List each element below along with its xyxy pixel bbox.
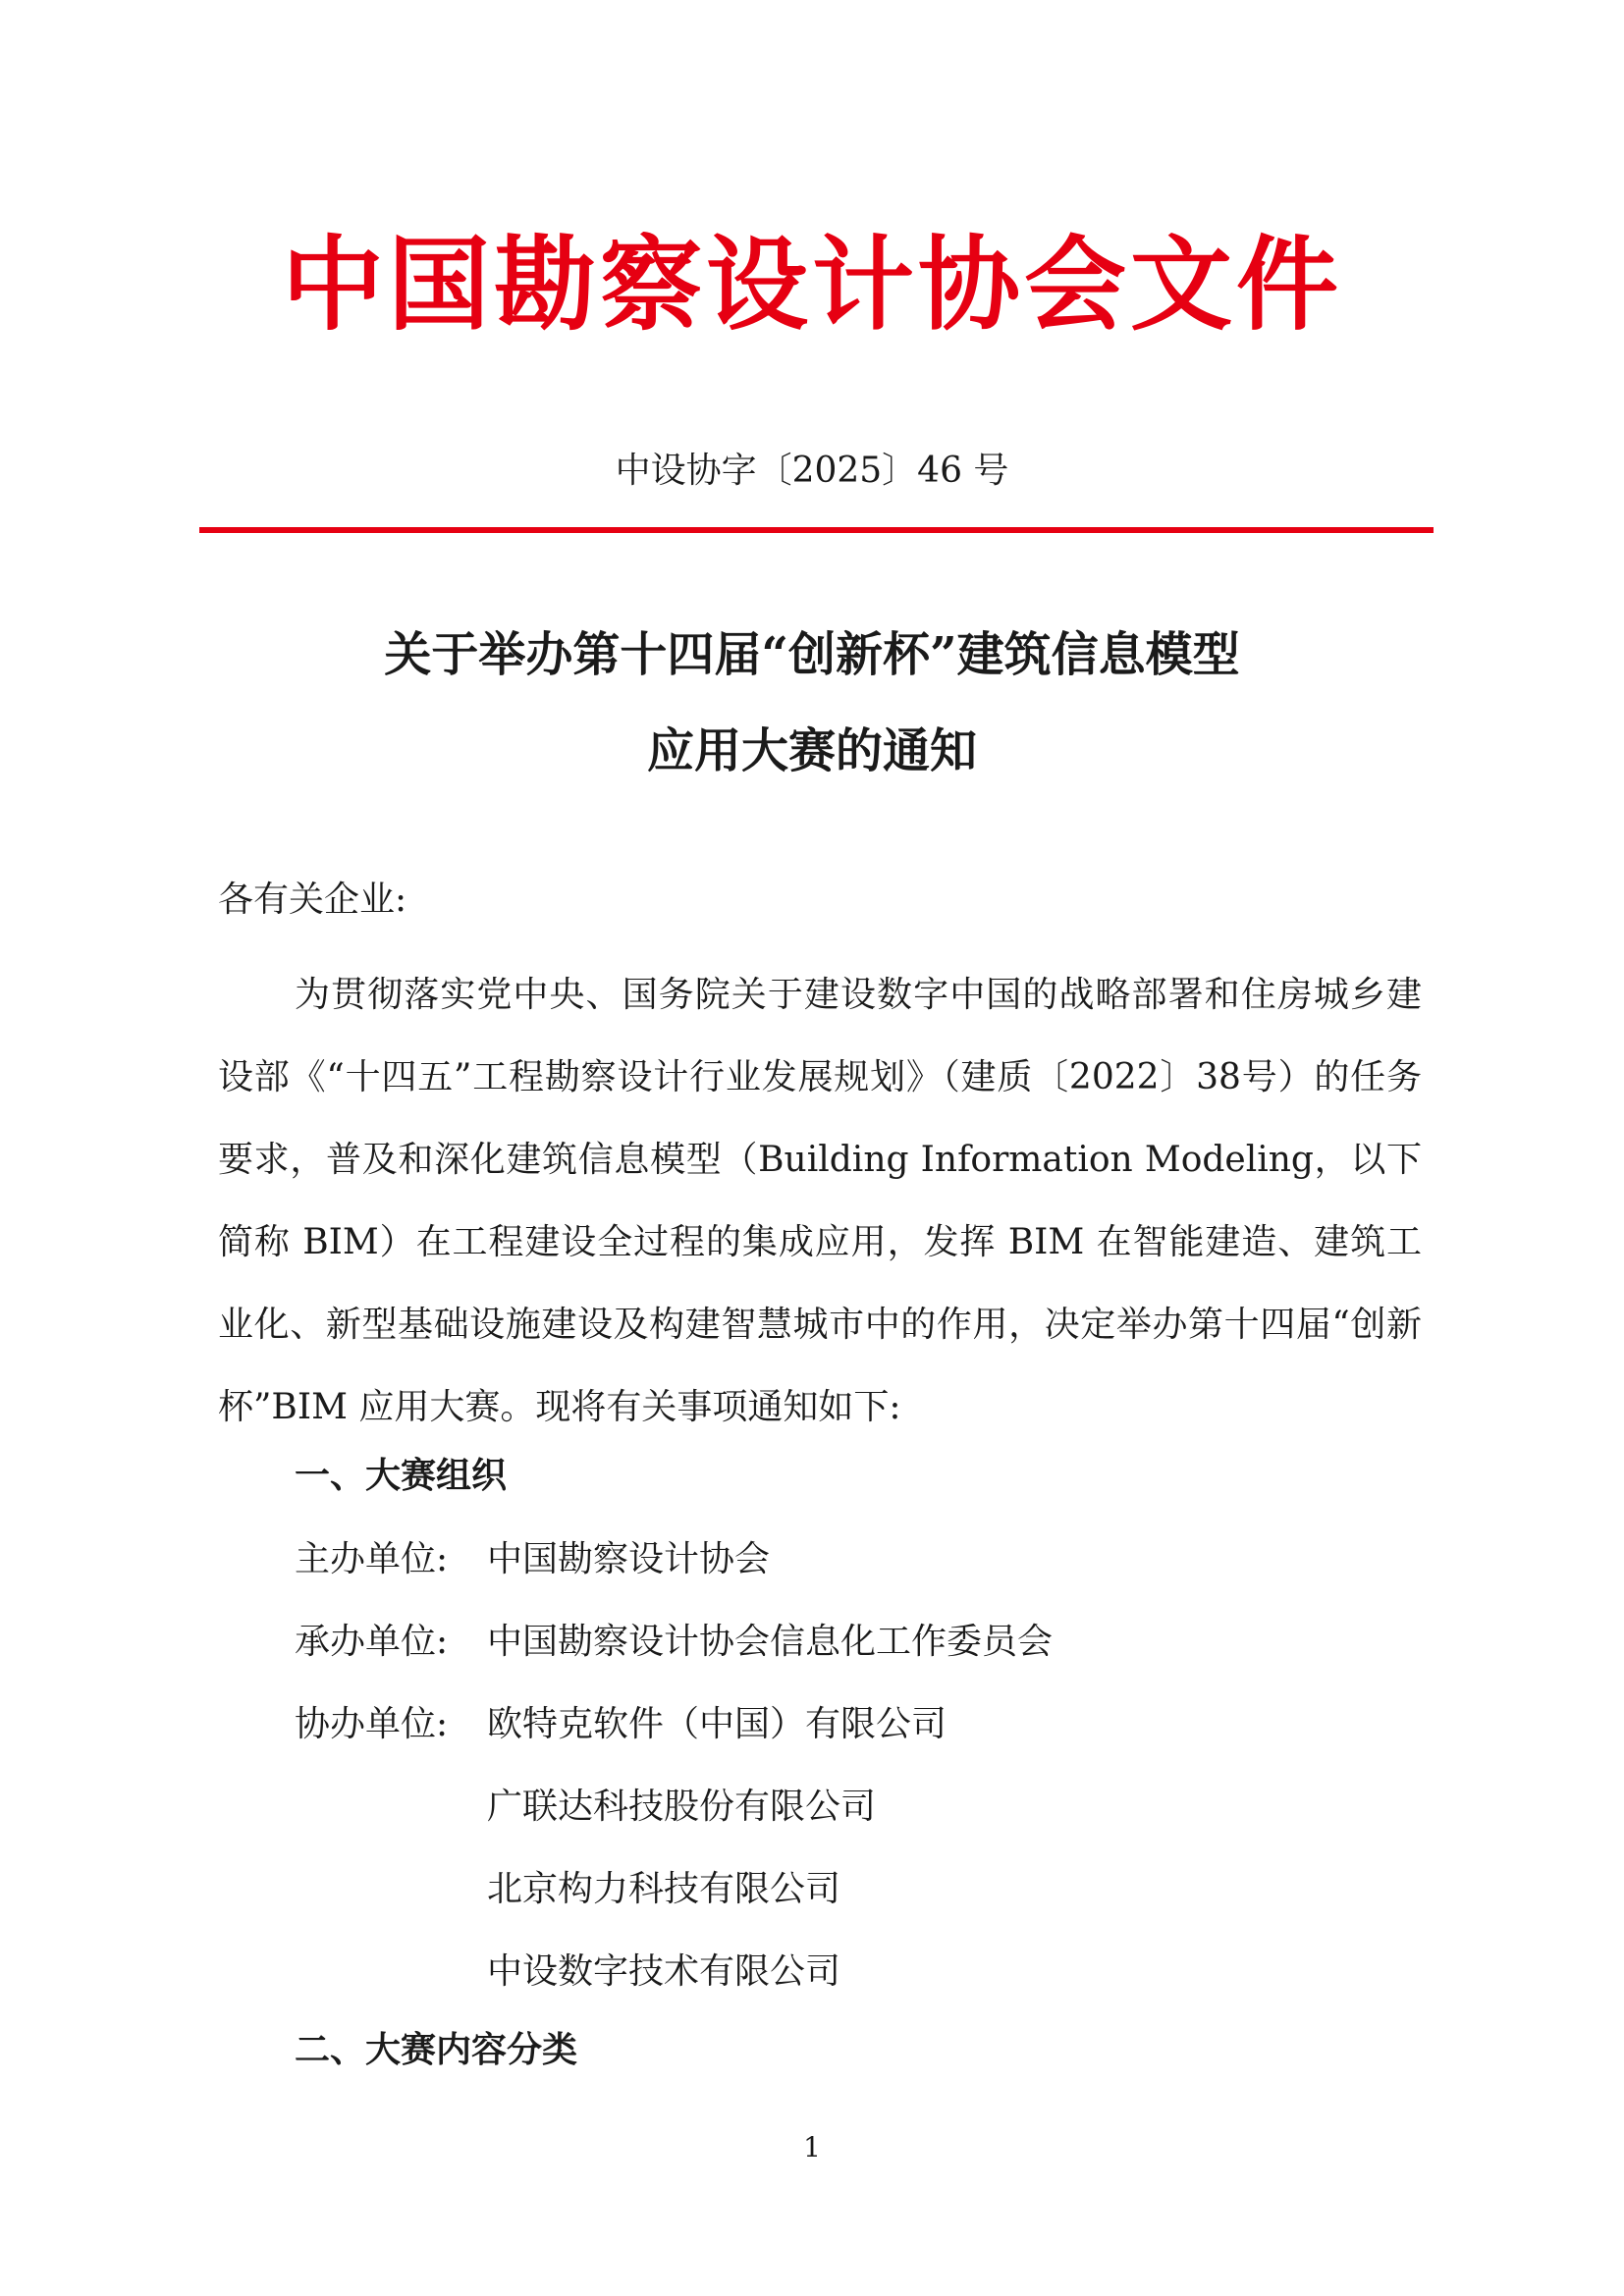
notice-title-line-2: 应用大赛的通知 bbox=[646, 723, 977, 778]
section-heading-organization: 一、大赛组织 bbox=[295, 1456, 508, 1496]
organizer-value: 中国勘察设计协会信息化工作委员会 bbox=[487, 1622, 1054, 1662]
red-divider-line bbox=[199, 527, 1434, 533]
co-organizer-item: 中设数字技术有限公司 bbox=[487, 1951, 841, 1992]
co-organizer-item: 北京构力科技有限公司 bbox=[487, 1869, 841, 1909]
document-number: 中设协字〔2025〕46 号 bbox=[615, 451, 1009, 491]
host-value: 中国勘察设计协会 bbox=[487, 1539, 771, 1579]
page-number: 1 bbox=[803, 2131, 821, 2163]
masthead-title: 中国勘察设计协会文件 bbox=[281, 224, 1342, 345]
notice-title-line-1: 关于举办第十四届“创新杯”建筑信息模型 bbox=[384, 627, 1240, 682]
host-label: 主办单位: bbox=[295, 1539, 449, 1579]
co-organizer-item: 广联达科技股份有限公司 bbox=[487, 1787, 877, 1827]
salutation: 各有关企业: bbox=[218, 880, 407, 920]
section-heading-content-categories: 二、大赛内容分类 bbox=[295, 2030, 578, 2070]
co-organizer-label: 协办单位: bbox=[295, 1704, 449, 1744]
organizer-label: 承办单位: bbox=[295, 1622, 449, 1662]
co-organizer-item: 欧特克软件（中国）有限公司 bbox=[487, 1704, 947, 1744]
body-paragraph: 为贯彻落实党中央、国务院关于建设数字中国的战略部署和住房城乡建设部《“十四五”工程勘察设计行业发展规划》（建质〔2022〕38号）的任务要求，普及和深化建筑信息模型（Building Information Modeling，以下简称 BIM）在工程建设全过程的集成应用，发挥 BIM 在智能建造、建筑工业化、新型基础设施建设及构建智慧城市中的作用，决定举办第十四届“创新杯”BIM 应用大赛。现将有关事项通知如下: bbox=[218, 975, 1422, 1427]
